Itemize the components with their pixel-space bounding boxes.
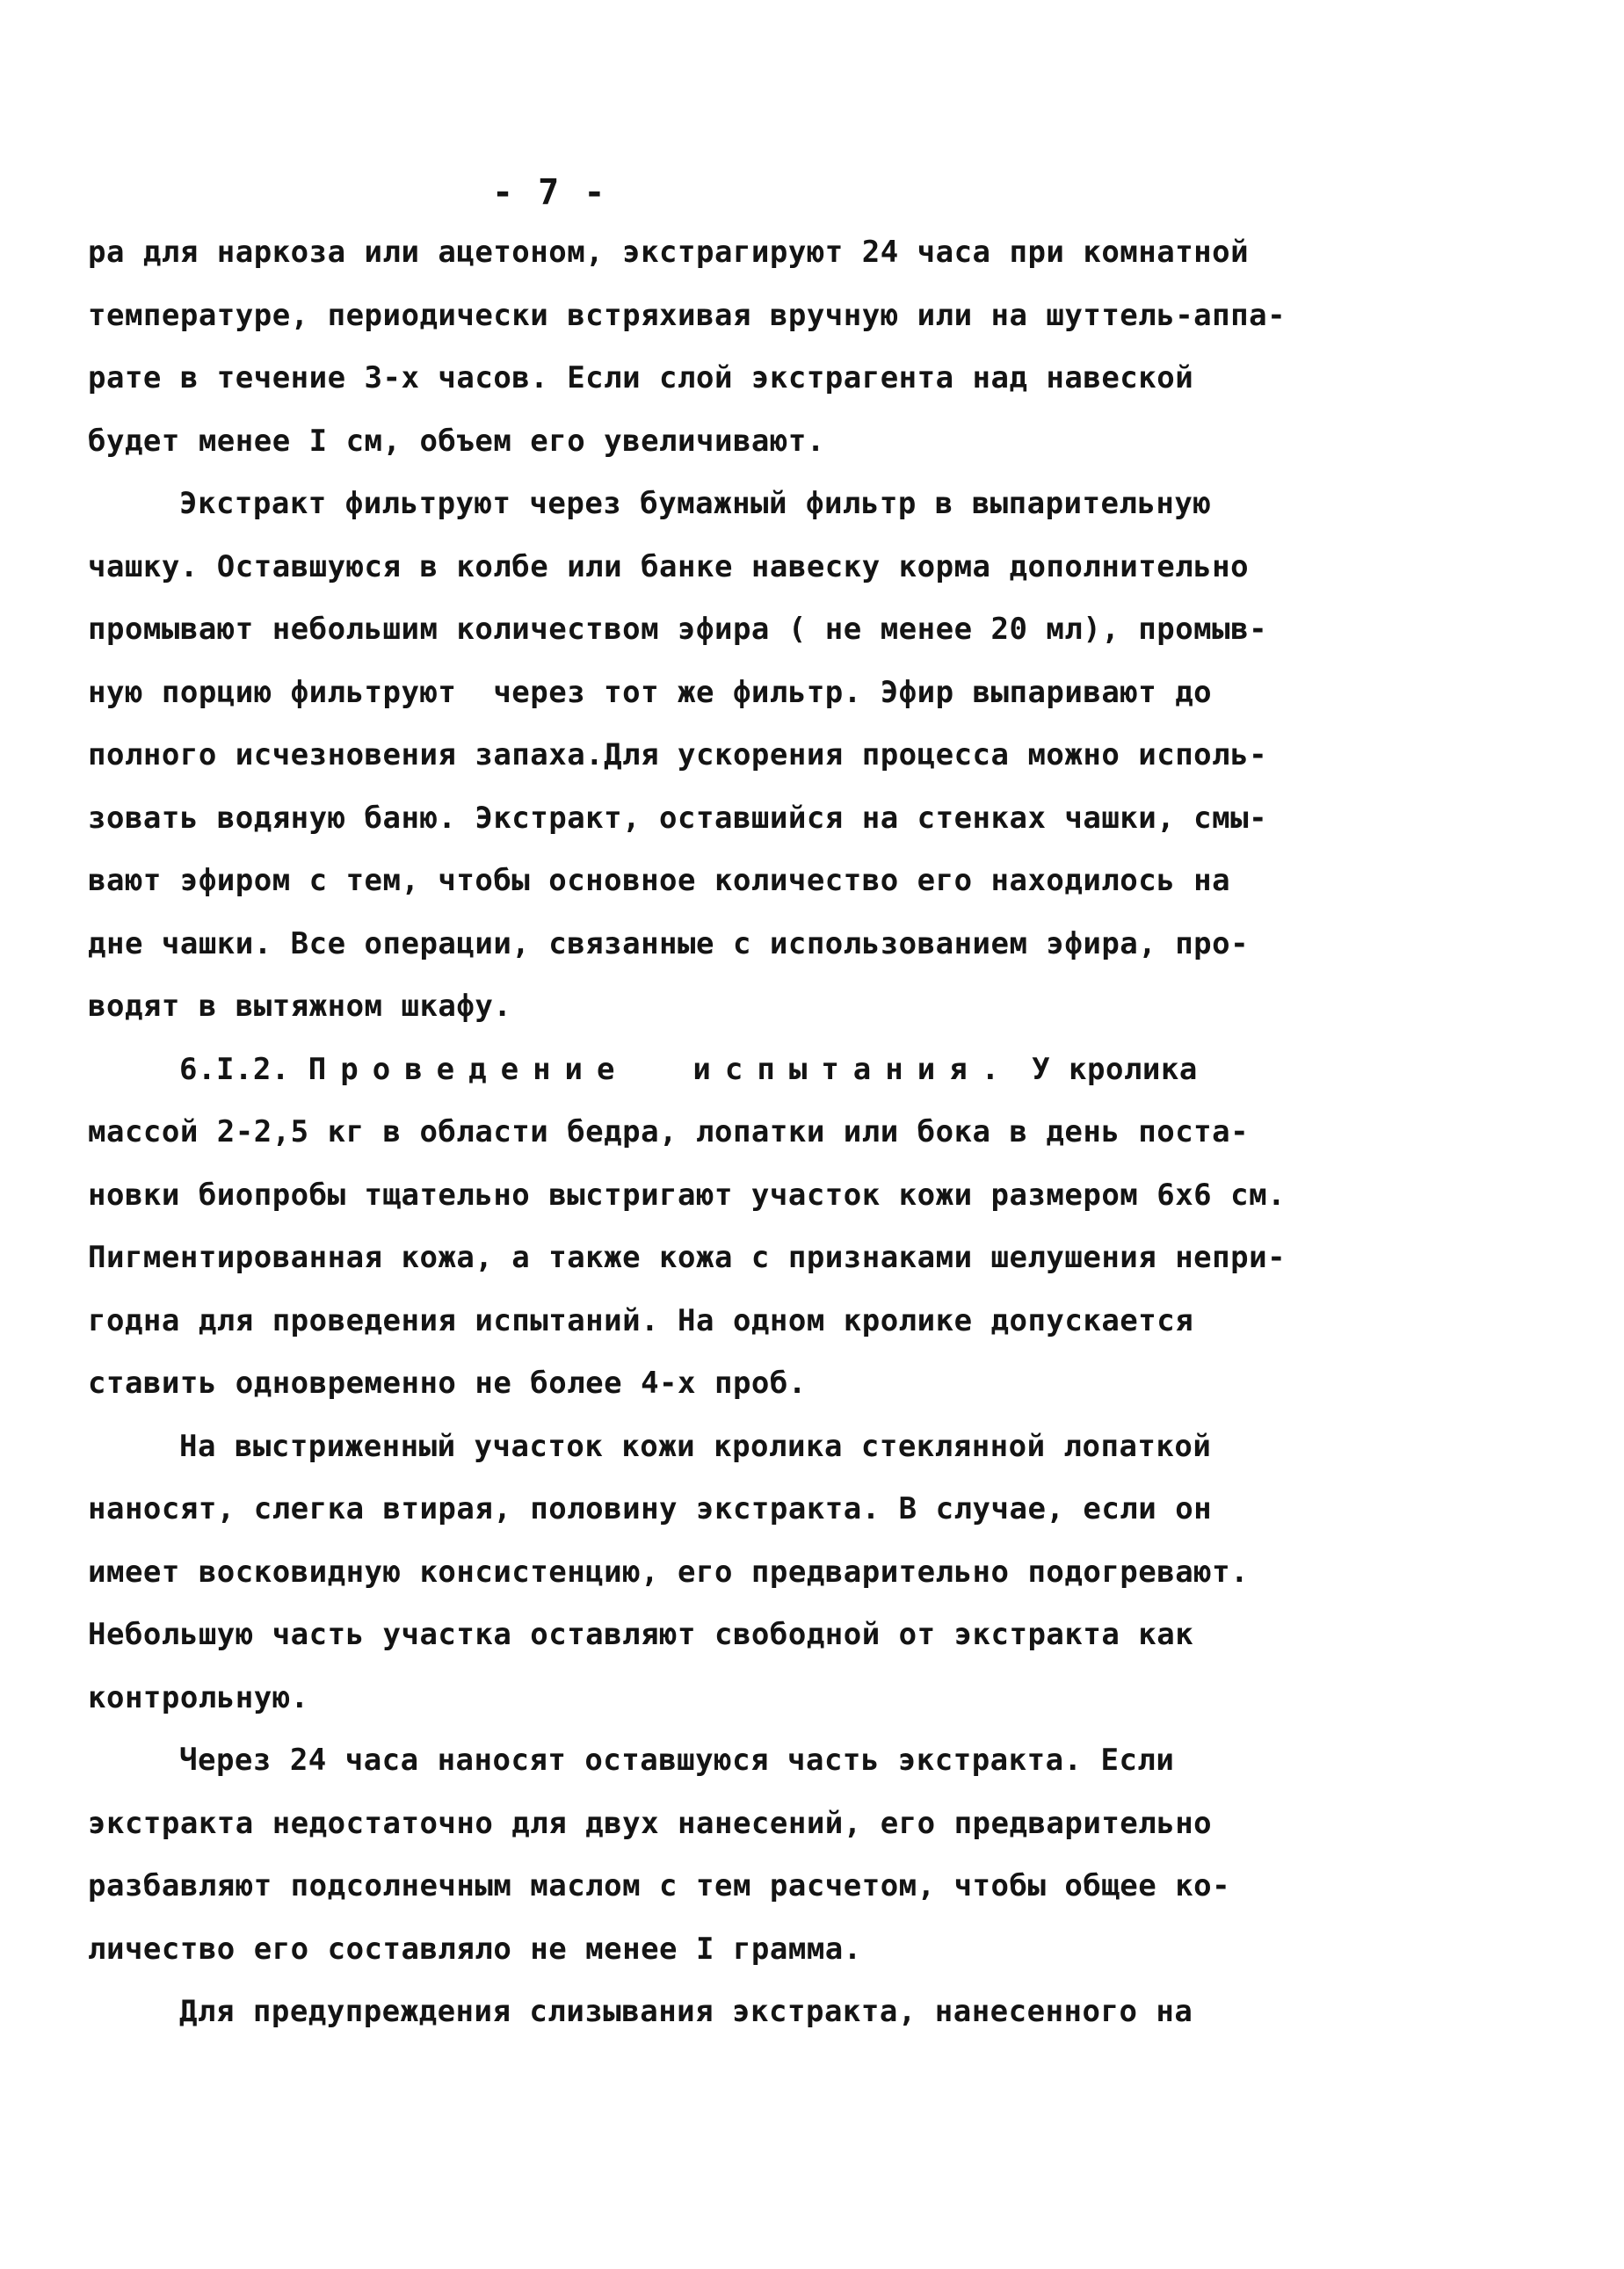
text-line: экстракта недостаточно для двух нанесений, его предварительно [88,1805,1213,1841]
text-line: температуре, периодически встряхивая вручную или на шуттель-аппа- [88,297,1287,333]
text-line: полного исчезновения запаха.Для ускорения процесса можно исполь- [88,737,1268,772]
text-line: Для предупреждения слизывания экстракта, нанесенного на [179,1994,1193,2029]
text-line: ную порцию фильтруют через тот же фильтр. Эфир выпаривают до [88,674,1213,710]
section-heading: Проведение испытания. [308,1051,1014,1087]
text-line: разбавляют подсолнечным маслом с тем расчетом, чтобы общее ко- [88,1868,1231,1903]
text-line: имеет восковидную консистенцию, его предварительно подогревают. [88,1554,1250,1590]
text-line: личество его составляло не менее I грамма. [88,1931,862,1967]
text-line: Экстракт фильтруют через бумажный фильтр в выпарительную [179,486,1212,521]
text-line: ставить одновременно не более 4-х проб. [88,1366,807,1401]
text-line: новки биопробы тщательно выстригают участок кожи размером 6х6 см. [88,1177,1287,1213]
text-line: промывают небольшим количеством эфира ( не менее 20 мл), промыв- [88,612,1268,647]
text-line: рате в течение 3-х часов. Если слой экстрагента над навеской [88,360,1194,395]
text-line: чашку. Оставшуюся в колбе или банке навеску корма дополнительно [88,548,1250,584]
text-line: Через 24 часа наносят оставшуюся часть экстракта. Если [179,1743,1175,1778]
text-line: вают эфиром с тем, чтобы основное количество его находилось на [88,863,1231,898]
text-line [88,1039,1353,1102]
text-line: ра для наркоза или ацетоном, экстрагируют 24 часа при комнатной [88,235,1250,270]
section-number: 6.I.2. [179,1051,308,1087]
text-line: годна для проведения испытаний. На одном кролике допускается [88,1302,1194,1338]
page-number: - 7 - [492,172,607,213]
text-line: дне чашки. Все операции, связанные с использованием эфира, про- [88,925,1250,961]
document-body [88,221,1353,2044]
text-line: будет менее I см, объем его увеличивают. [88,423,825,459]
text-line: водят в вытяжном шкафу. [88,989,512,1024]
text-line: зовать водяную баню. Экстракт, оставшийся на стенках чашки, смы- [88,800,1268,836]
text-line: массой 2-2,5 кг в области бедра, лопатки или бока в день поста- [88,1114,1250,1149]
text-line: Небольшую часть участка оставляют свободной от экстракта как [88,1617,1194,1652]
text-line: На выстриженный участок кожи кролика стеклянной лопаткой [179,1428,1212,1464]
line-text: У кролика [1013,1051,1198,1087]
text-line: наносят, слегка втирая, половину экстракта. В случае, если он [88,1491,1213,1526]
text-line: контрольную. [88,1679,309,1715]
text-line: Пигментированная кожа, а также кожа с признаками шелушения непри- [88,1240,1287,1275]
